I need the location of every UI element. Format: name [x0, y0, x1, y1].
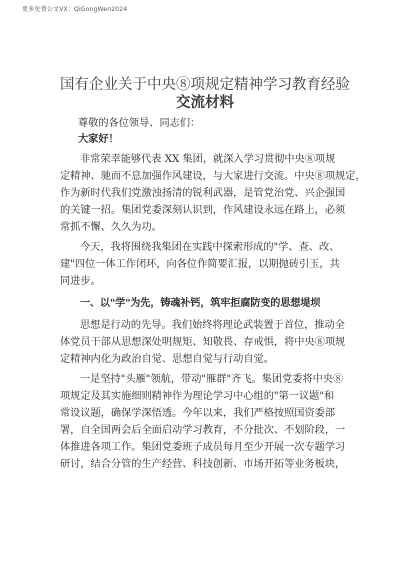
first-line-1: 一是坚持"头雁"领航，带动"雁群"齐飞。集团党委将中央⑧ — [80, 374, 344, 385]
document-title-line-2: 交流材料 — [176, 94, 234, 111]
today-line-1: 今天，我将围绕我集团在实践中探索形成的"学、查、改、 — [80, 242, 340, 253]
salutation: 尊敬的各位领导、同志们： — [78, 118, 201, 129]
first-line-6: 研讨，结合分管的生产经营、科技创新、市场开拓等业务板块， — [60, 459, 346, 470]
section-1-heading: 一、以"学"为先，铸魂补钙，筑牢拒腐防变的思想堤坝 — [80, 298, 321, 309]
greeting: 大家好！ — [78, 133, 119, 145]
header-note: 更多免费公文VX：QiGongWen2024 — [22, 6, 128, 13]
first-line-2: 项规定及其实施细则精神作为理论学习中心组的"第一议题"和 — [60, 391, 335, 402]
intro-line-2: 定精神、驰而不息加强作风建设，与大家进行交流。中央⑧项规定， — [60, 171, 366, 182]
thought-line-2: 体党员干部从思想深处明规矩、知敬畏、存戒惧，将中央⑧项规 — [60, 337, 346, 348]
first-line-4: 署，自全国两会后全面启动学习教育，不分批次、不划阶段，一 — [60, 425, 346, 436]
today-line-2: 建"四位一体工作闭环，向各位作简要汇报，以期抛砖引玉，共 — [60, 259, 340, 270]
thought-line-1: 思想是行动的先导。我们始终将理论武装置于首位，推动全 — [80, 320, 345, 331]
today-line-3: 同进步。 — [60, 276, 101, 287]
first-line-5: 体推进各项工作。集团党委班子成员每月至少开展一次专题学习 — [60, 442, 346, 453]
first-line-3: 常设议题，确保学深悟透。今年以来，我们严格按照国资委部 — [60, 408, 336, 419]
intro-line-4: 的关键一招。集团党委深刻认识到，作风建设永远在路上，必须 — [60, 205, 346, 216]
document-title-line-1: 国有企业关于中央⑧项规定精神学习教育经验 — [60, 77, 350, 93]
intro-line-1: 非常荣幸能够代表 XX 集团，就深入学习贯彻中央⑧项规 — [80, 154, 336, 165]
intro-line-5: 常抓不懈、久久为功。 — [60, 222, 162, 233]
thought-line-3: 定精神内化为政治自觉、思想自觉与行动自觉。 — [60, 354, 274, 365]
intro-line-3: 作为新时代我们党激浊扬清的锐利武器，是管党治党、兴企强国 — [60, 188, 346, 199]
